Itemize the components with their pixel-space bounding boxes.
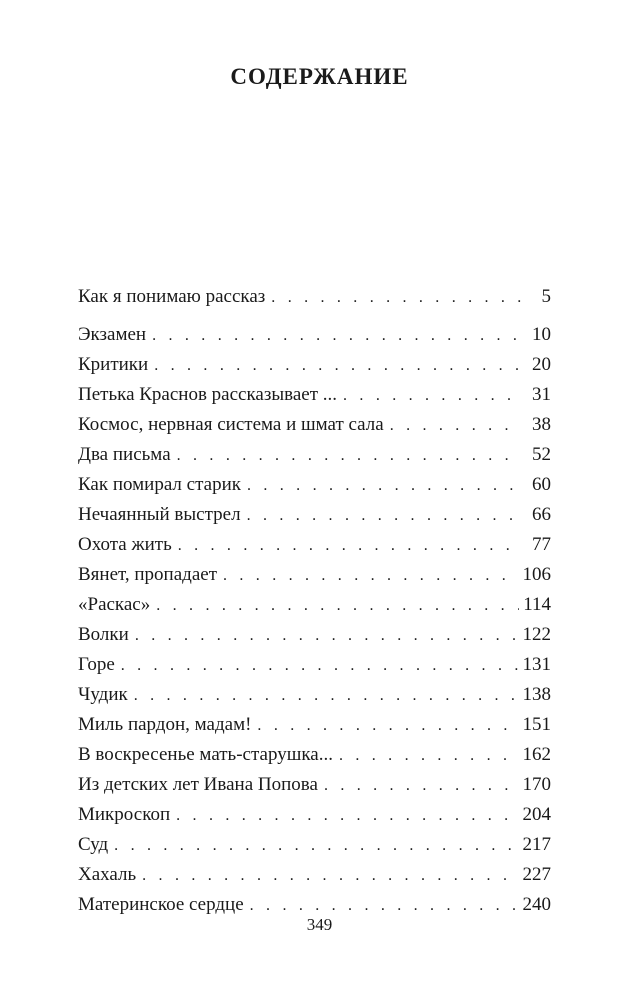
toc-entry <box>78 320 551 350</box>
dot-leader <box>134 681 519 711</box>
toc-entry <box>78 740 551 770</box>
toc-entry-page: 131 <box>522 654 551 675</box>
page-title: СОДЕРЖАНИЕ <box>230 64 409 89</box>
dot-leader <box>156 591 519 621</box>
toc-entry-page: 217 <box>522 834 551 855</box>
toc-entry-title: Микроскоп <box>78 804 171 825</box>
toc-entry-title: «Раскас» <box>78 594 151 615</box>
toc-entry-page: 20 <box>532 354 551 375</box>
table-of-contents <box>78 282 551 920</box>
dot-leader <box>390 411 521 441</box>
toc-entry-page: 240 <box>522 894 551 915</box>
dot-leader <box>114 831 518 861</box>
toc-entry <box>78 500 551 530</box>
toc-entry <box>78 650 551 680</box>
toc-entry-title: Два письма <box>78 444 171 465</box>
toc-entry-page: 31 <box>532 384 551 405</box>
toc-entry-title: Горе <box>78 654 115 675</box>
toc-entry-title: Вянет, пропадает <box>78 564 217 585</box>
dot-leader <box>135 621 519 651</box>
toc-entry-page: 170 <box>522 774 551 795</box>
toc-entry-title: Экзамен <box>78 324 147 345</box>
toc-entry-title: В воскресенье мать-старушка... <box>78 744 333 765</box>
toc-entry <box>78 860 551 890</box>
page-number: 349 <box>306 915 333 934</box>
toc-entry-page: 66 <box>532 504 551 525</box>
toc-entry-title: Волки <box>78 624 129 645</box>
toc-entry-title: Материнское сердце <box>78 894 244 915</box>
toc-entry-title: Из детских лет Ивана Попова <box>78 774 318 795</box>
toc-entry-page: 5 <box>541 286 551 307</box>
dot-leader <box>176 801 518 831</box>
toc-entry <box>78 590 551 620</box>
toc-entry-title: Нечаянный выстрел <box>78 504 241 525</box>
toc-entry <box>78 282 551 312</box>
dot-leader <box>152 321 521 351</box>
toc-entry-title: Хахаль <box>78 864 137 885</box>
toc-entry <box>78 380 551 410</box>
dot-leader <box>324 771 519 801</box>
toc-entry-page: 38 <box>532 414 551 435</box>
dot-leader <box>257 711 518 741</box>
toc-entry-page: 151 <box>522 714 551 735</box>
toc-entry <box>78 530 551 560</box>
dot-leader <box>178 531 521 561</box>
toc-entry <box>78 830 551 860</box>
dot-leader <box>177 441 521 471</box>
toc-entry <box>78 560 551 590</box>
toc-entry-title: Критики <box>78 354 149 375</box>
toc-entry-page: 52 <box>532 444 551 465</box>
toc-entry-title: Чудик <box>78 684 128 705</box>
toc-entry-title: Как помирал старик <box>78 474 241 495</box>
dot-leader <box>271 283 521 313</box>
toc-entry <box>78 470 551 500</box>
dot-leader <box>343 381 521 411</box>
toc-entry <box>78 770 551 800</box>
toc-entry <box>78 800 551 830</box>
toc-entry-title: Как я понимаю рассказ <box>78 286 266 307</box>
toc-entry-page: 204 <box>522 804 551 825</box>
toc-entry-page: 106 <box>522 564 551 585</box>
dot-leader <box>142 861 518 891</box>
toc-entry-page: 77 <box>532 534 551 555</box>
toc-entry-page: 10 <box>532 324 551 345</box>
toc-entry-page: 114 <box>523 594 551 615</box>
toc-entry <box>78 410 551 440</box>
dot-leader <box>121 651 519 681</box>
toc-entry-title: Космос, нервная система и шмат сала <box>78 414 384 435</box>
dot-leader <box>247 501 521 531</box>
toc-entry <box>78 680 551 710</box>
toc-entry-page: 138 <box>522 684 551 705</box>
dot-leader <box>247 471 521 501</box>
toc-entry-title: Суд <box>78 834 109 855</box>
toc-entry <box>78 440 551 470</box>
toc-entry-page: 60 <box>532 474 551 495</box>
toc-entry-page: 162 <box>522 744 551 765</box>
toc-entry <box>78 620 551 650</box>
toc-entry-page: 227 <box>522 864 551 885</box>
dot-leader <box>223 561 519 591</box>
toc-entry-title: Миль пардон, мадам! <box>78 714 252 735</box>
dot-leader <box>154 351 521 381</box>
toc-entry-page: 122 <box>522 624 551 645</box>
toc-entry <box>78 350 551 380</box>
dot-leader <box>339 741 519 771</box>
toc-entry-title: Петька Краснов рассказывает ... <box>78 384 338 405</box>
toc-entry-title: Охота жить <box>78 534 172 555</box>
toc-entry <box>78 710 551 740</box>
